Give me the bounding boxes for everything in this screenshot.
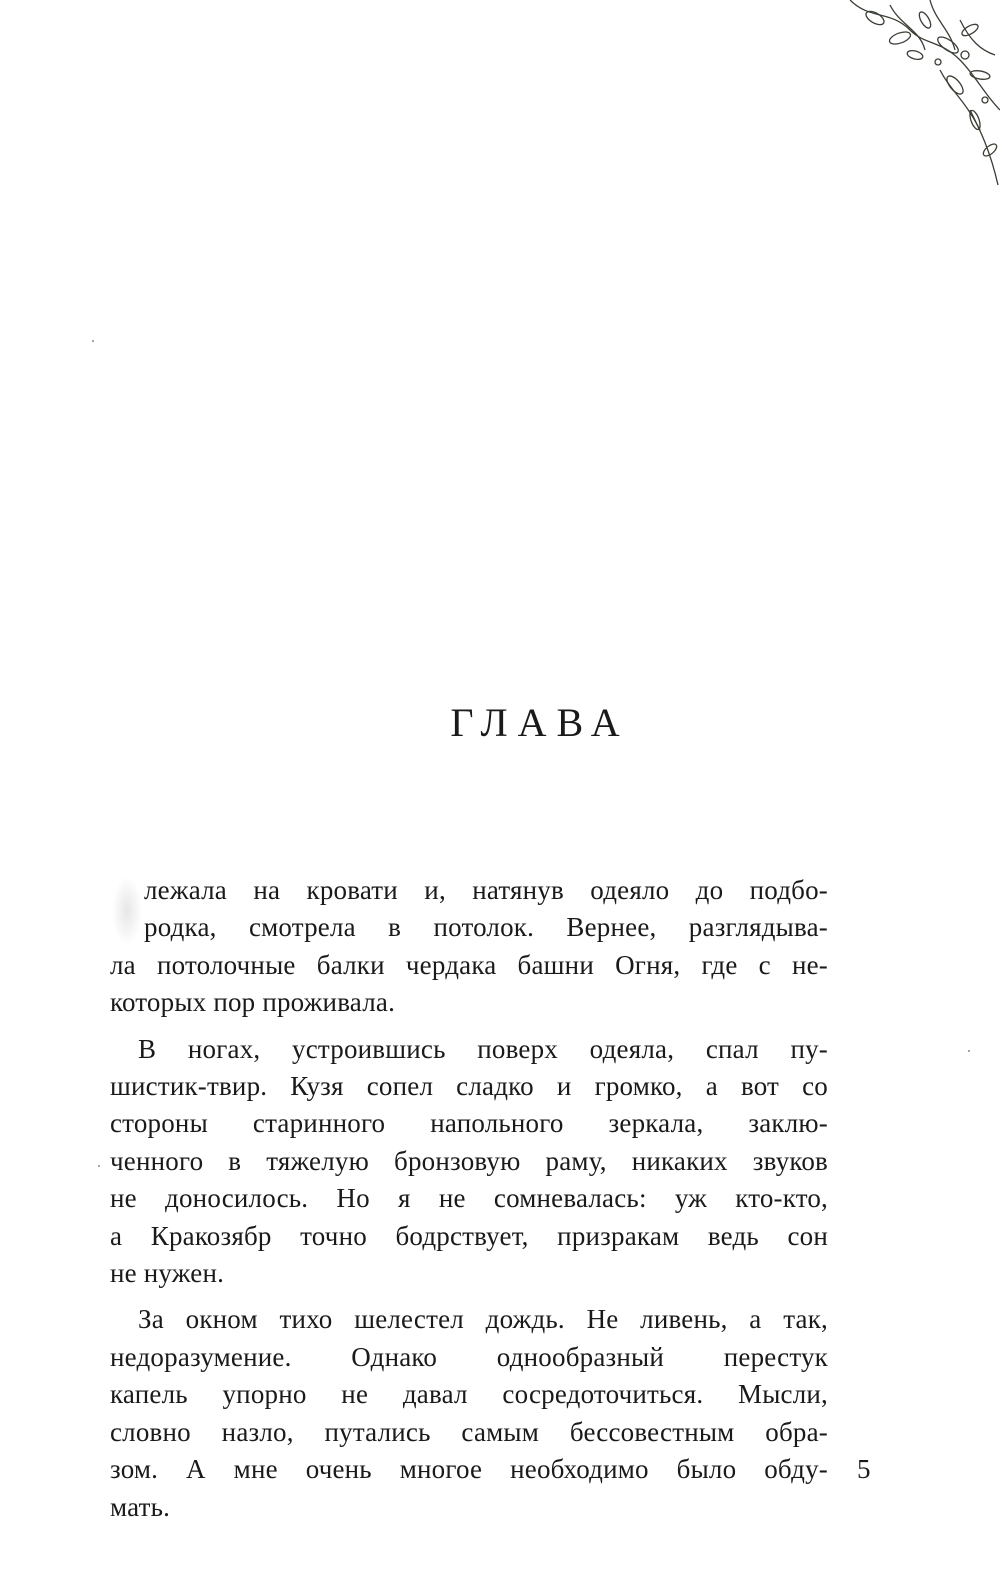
text-line: В ногах, устроившись поверх одеяла, спал пу- <box>138 1033 828 1064</box>
scan-speck <box>92 340 94 342</box>
paragraph <box>110 1031 828 1293</box>
text-line: не доносилось. Но я не сомневалась: уж кто-кто, <box>110 1183 828 1214</box>
scan-speck <box>968 1050 970 1052</box>
text-line: зом. А мне очень многое необходимо было обду- <box>110 1454 828 1485</box>
text-line: капель упорно не давал сосредоточиться. Мысли, <box>110 1379 828 1410</box>
text-line: родка, смотрела в потолок. Вернее, разглядыва- <box>144 912 828 943</box>
scan-speck <box>98 1165 100 1167</box>
text-line: недоразумение. Однако однообразный перестук <box>110 1341 828 1372</box>
floral-ornament-icon <box>830 0 1000 190</box>
text-line: За окном тихо шелестел дождь. Не ливень, а так, <box>138 1304 828 1335</box>
chapter-title: ГЛАВА <box>450 699 630 745</box>
text-line: которых пор проживала. <box>110 987 396 1018</box>
text-line: словно назло, путались самым бессовестным обра- <box>110 1416 828 1447</box>
text-line: ченного в тяжелую бронзовую раму, никаких звуков <box>110 1145 828 1176</box>
chapter-body <box>110 872 828 1535</box>
text-line: мать. <box>110 1491 171 1522</box>
text-line: лежала на кровати и, натянув одеяло до подбо- <box>144 875 828 905</box>
text-line: не нужен. <box>110 1258 225 1289</box>
paragraph <box>110 1301 828 1525</box>
text-line: а Кракозябр точно бодрствует, призракам ведь сон <box>110 1220 828 1251</box>
text-line: ла потолочные балки чердака башни Огня, где с не- <box>110 949 828 980</box>
paragraph <box>110 872 828 1022</box>
page-number: 5 <box>857 1454 871 1484</box>
text-line: шистик-твир. Кузя сопел сладко и громко, а вот со <box>110 1071 828 1102</box>
text-line: стороны старинного напольного зеркала, заклю- <box>110 1108 828 1139</box>
